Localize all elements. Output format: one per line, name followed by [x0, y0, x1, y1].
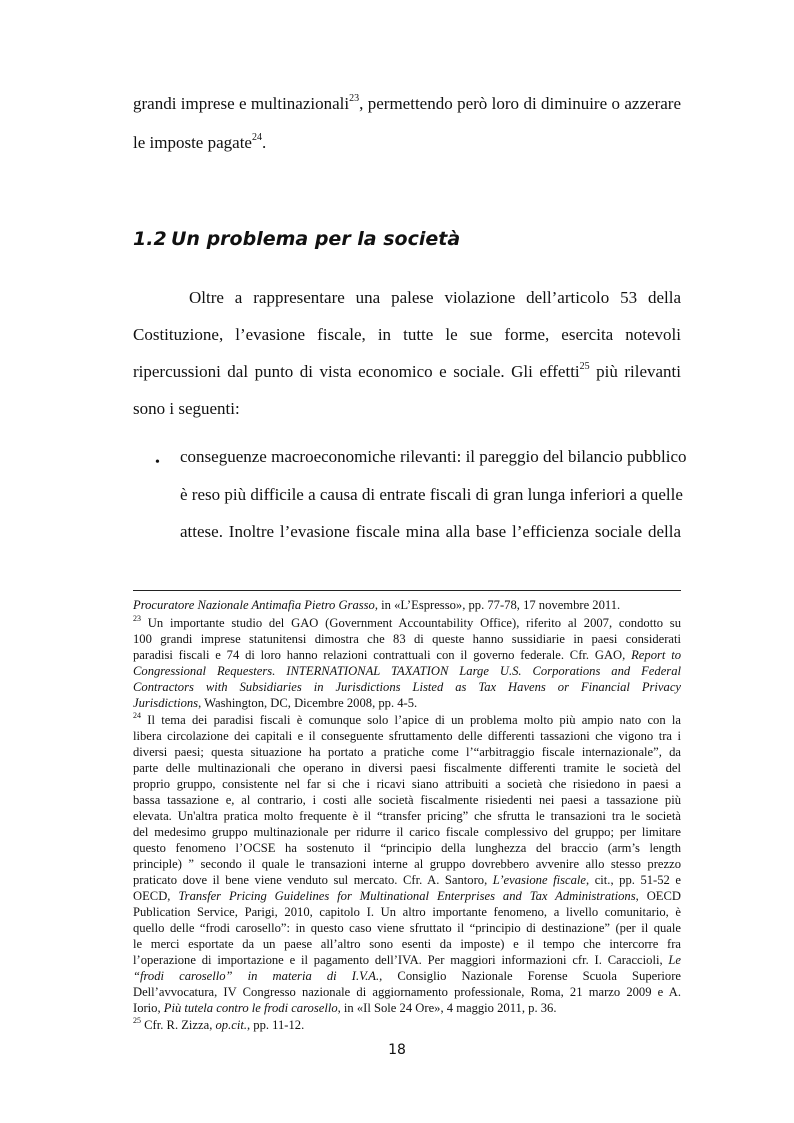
bullet-marker: • [155, 455, 160, 470]
footnote-24-line-9: questo fenomeno l’OCSE ha sostenuto il “principio della lunghezza del braccio (arm’s length [133, 841, 681, 855]
paragraph-line-3: ripercussioni dal punto di vista economico e sociale. Gli effetti$^{25}$ più rilevanti [133, 361, 681, 381]
footnote-ref-23[interactable]: 23 [349, 93, 360, 105]
footnote-25: $^{25}$ Cfr. R. Zizza, op.cit., pp. 11-12. [133, 1015, 305, 1032]
footnote-24-line-17: “frodi carosello” in materia di I.V.A., Consiglio Nazionale Forense Scuola Superiore [133, 969, 681, 983]
footnote-23-line-3: paradisi fiscali e 74 di loro hanno relazioni contrattuali con il governo federale. Cfr. GAO, Report to [133, 648, 681, 662]
footnote-24-line-2: libera circolazione dei capitali e il conseguente sfruttamento delle differenti tassazioni che vigono tra i [133, 729, 681, 743]
footnote-24-line-10: principle) ” secondo il quale le transazioni interne al gruppo dovrebbero avvenire allo stesso prezzo [133, 857, 681, 871]
footnote-ref-25[interactable]: 25 [579, 361, 590, 373]
footnote-24-line-1: $^{24}$ Il tema dei paradisi fiscali è comunque solo l’apice di un problema molto più ampio nato con la [133, 710, 681, 727]
footnote-24-line-12: OECD, Transfer Pricing Guidelines for Multinational Enterprises and Tax Administrations, OECD [133, 889, 681, 903]
footnote-24-line-3: diversi paesi; questa situazione ha portato a pratiche come l’“arbitraggio fiscale internazionale”, da [133, 745, 681, 759]
footnote-25-number: 25 [133, 1015, 141, 1025]
footnote-24-line-5: proprio gruppo, consistente nel far si che i ricavi siano attribuiti a società che risiedono in paesi a [133, 777, 681, 791]
section-number: 1.2 [133, 228, 167, 250]
intro-line-1: grandi imprese e multinazionali$^{23}$, permettendo però loro di diminuire o azzerare [133, 93, 681, 113]
footnote-separator [133, 590, 681, 591]
footnote-23-line-1: $^{23}$ Un importante studio del GAO (Government Accountability Office), riferito al 2007, condotto su [133, 613, 681, 630]
footnote-24-line-6: bassa tassazione e, al contrario, i costi alle società fiscalmente risiedenti nei paesi a tassazione più [133, 793, 681, 807]
footnote-24-line-8: del medesimo gruppo multinazionale per ridurre il carico fiscale complessivo del gruppo; per limitare [133, 825, 681, 839]
footnote-24-line-13: Publication Service, Parigi, 2010, capitolo I. Un altro importante fenomeno, a livello comunitario, è [133, 905, 681, 919]
paragraph-line-1: Oltre a rappresentare una palese violazione dell’articolo 53 della [189, 288, 681, 307]
footnote-23-line-4: Congressional Requesters. INTERNATIONAL TAXATION Large U.S. Corporations and Federal [133, 664, 681, 678]
footnote-24-line-4: parte delle multinazionali che operano in diversi paesi fiscalmente differenti tramite le società del [133, 761, 681, 775]
footnote-24-line-7: elevata. Un'altra pratica molto frequente è il “transfer pricing” che sfrutta le transazioni tra le società [133, 809, 681, 823]
footnote-23-line-6: Jurisdictions, Washington, DC, Dicembre 2008, pp. 4-5. [133, 696, 418, 710]
section-title: Un problema per la società [171, 228, 461, 250]
paragraph-line-2: Costituzione, l’evasione fiscale, in tutte le sue forme, esercita notevoli [133, 325, 681, 344]
footnote-23-number: 23 [133, 613, 141, 623]
paragraph-line-4: sono i seguenti: [133, 399, 240, 418]
footnote-24-line-11: praticato dove il bene viene venduto sul mercato. Cfr. A. Santoro, L’evasione fiscale, cit., pp. 51-52 e [133, 873, 681, 887]
section-heading [133, 228, 460, 250]
footnote-23-line-2: 100 grandi imprese statunitensi dimostra che 83 di queste hanno sussidiarie in paesi considerati [133, 632, 681, 646]
bullet-line-3: attese. Inoltre l’evasione fiscale mina alla base l’efficienza sociale della [180, 522, 681, 541]
footnote-24-line-14: quello delle “frodi carosello”: in questo caso viene sfruttato il “principio di destinazione” (per il quale [133, 921, 681, 935]
footnote-24-line-15: le merci esportate da un paese all’altro sono esenti da imposte) e il tempo che intercorre fra [133, 937, 681, 951]
intro-line-2: le imposte pagate$^{24}$. [133, 132, 267, 152]
footnote-24-line-16: l’operazione di importazione e il pagamento dell’IVA. Per maggiori informazioni cfr. I. Caraccioli, Le [133, 953, 681, 967]
bullet-line-2: è reso più difficile a causa di entrate fiscali di gran lunga inferiori a quelle [180, 485, 683, 504]
footnote-24-line-19: Iorio, Più tutela contro le frodi carosello, in «Il Sole 24 Ore», 4 maggio 2011, p. 36. [133, 1001, 557, 1015]
footnote-24-number: 24 [133, 710, 141, 720]
footnote-24-line-18: Dell’avvocatura, IV Congresso nazionale di aggiornamento professionale, Roma, 21 marzo 2009 e A. [133, 985, 681, 999]
footnote-23-line-5: Contractors with Subsidiaries in Jurisdictions Listed as Tax Havens or Financial Privacy [133, 680, 681, 694]
footnote-ref-24[interactable]: 24 [251, 132, 262, 144]
page-number: 18 [388, 1042, 406, 1058]
bullet-line-1: conseguenze macroeconomiche rilevanti: il pareggio del bilancio pubblico [180, 447, 687, 466]
footnote-continuation: Procuratore Nazionale Antimafia Pietro Grasso, in «L’Espresso», pp. 77-78, 17 novembre 2011. [133, 598, 621, 612]
